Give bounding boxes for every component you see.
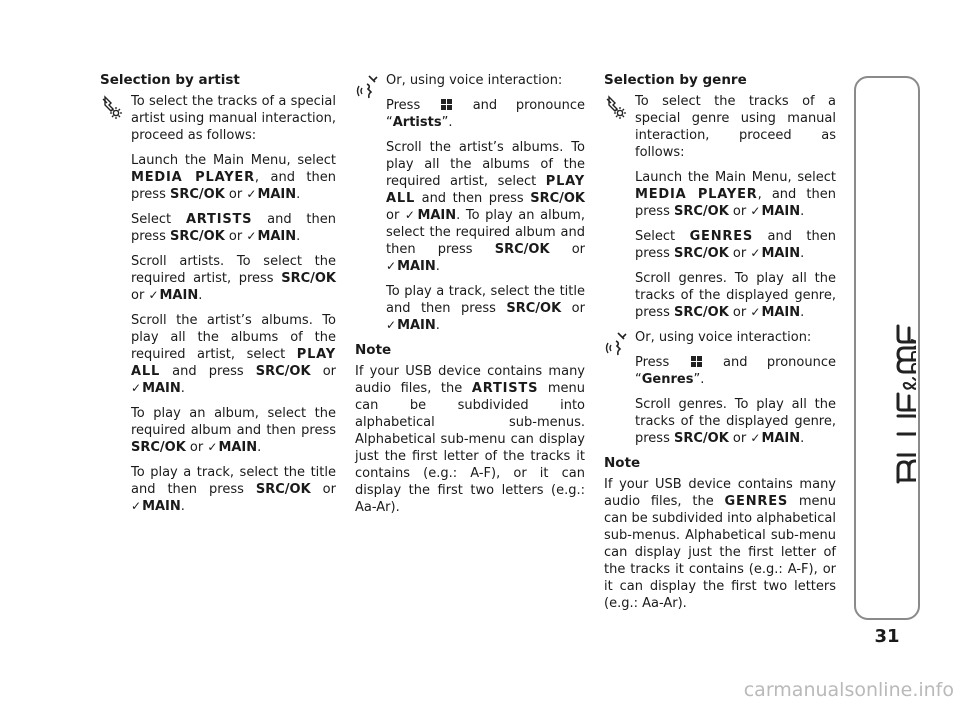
genre-note-title: Note bbox=[604, 455, 641, 471]
artist-step-4: Scroll the artist’s albums. To play all the albums of the required artist, select PLAY ALL and press SRC/OK or ✓MAIN. bbox=[131, 313, 336, 396]
checkmark-icon: ✓ bbox=[750, 305, 761, 319]
genre-voice-intro: Or, using voice interaction: bbox=[635, 330, 812, 345]
artist-step-2: Select ARTISTS and then press SRC/OK or ✓MAIN. bbox=[131, 212, 336, 244]
column-artist-voice bbox=[355, 72, 585, 524]
watermark: carmanualsonline.info bbox=[743, 679, 954, 701]
voice-speaking-icon bbox=[355, 74, 379, 100]
checkmark-icon: ✓ bbox=[207, 440, 218, 454]
artist-voice-intro: Or, using voice interaction: bbox=[386, 73, 563, 88]
column-genre bbox=[604, 72, 836, 620]
genre-note-text: If your USB device contains many audio files, the GENRES menu can be subdivided into alphabetical sub-menus. Alphabetical sub-menu can display just the first letter of the tracks it contains (e.g.: A-F), or it can display the first two letters (e.g.: Aa-Ar). bbox=[604, 477, 836, 611]
checkmark-icon: ✓ bbox=[148, 288, 159, 302]
checkmark-icon: ✓ bbox=[386, 259, 397, 273]
page-number: 31 bbox=[874, 626, 900, 647]
artist-intro: To select the tracks of a special artist using manual interaction, proceed as follows: bbox=[131, 94, 336, 143]
checkmark-icon: ✓ bbox=[131, 381, 142, 395]
genre-step-2: Select GENRES and then press SRC/OK or ✓MAIN. bbox=[635, 229, 836, 261]
artist-note-title: Note bbox=[355, 342, 392, 358]
checkmark-icon: ✓ bbox=[404, 208, 417, 222]
checkmark-icon: ✓ bbox=[131, 499, 142, 513]
checkmark-icon: ✓ bbox=[750, 204, 761, 218]
checkmark-icon: ✓ bbox=[750, 246, 761, 260]
column-artist-manual bbox=[100, 72, 336, 523]
push-to-talk-icon bbox=[441, 99, 452, 110]
artist-step-3: Scroll artists. To select the required artist, press SRC/OK or ✓MAIN. bbox=[131, 254, 336, 303]
voice-speaking-icon bbox=[604, 331, 628, 357]
genre-voice-intro-row bbox=[604, 329, 836, 346]
artist-step-5: To play an album, select the required album and then press SRC/OK or ✓MAIN. bbox=[131, 406, 336, 455]
chapter-sidebar-tab bbox=[854, 76, 920, 620]
genre-step-3: Scroll genres. To play all the tracks of the displayed genre, press SRC/OK or ✓MAIN. bbox=[635, 271, 836, 320]
genre-step-1: Launch the Main Menu, select MEDIA PLAYER, and then press SRC/OK or ✓MAIN. bbox=[635, 170, 836, 219]
checkmark-icon: ✓ bbox=[386, 318, 397, 332]
hand-pointer-icon bbox=[100, 95, 124, 121]
section-title-artist: Selection by artist bbox=[100, 72, 240, 88]
artist-manual-intro-row bbox=[100, 93, 336, 144]
checkmark-icon: ✓ bbox=[750, 431, 761, 445]
artist-step-1: Launch the Main Menu, select MEDIA PLAYER, and then press SRC/OK or ✓MAIN. bbox=[131, 153, 336, 202]
checkmark-icon: ✓ bbox=[246, 229, 257, 243]
section-title-genre: Selection by genre bbox=[604, 72, 747, 88]
artist-voice-scroll: Scroll the artist’s albums. To play all the albums of the required artist, select PLAY ALL and then press SRC/OK or ✓MAIN. To play an album, select the required album and then press SRC/OK or ✓MAIN. bbox=[386, 140, 585, 274]
artist-step-6: To play a track, select the title and then press SRC/OK or ✓MAIN. bbox=[131, 465, 336, 514]
genre-intro: To select the tracks of a special genre using manual interaction, proceed as follows: bbox=[635, 94, 836, 160]
artist-note-text: If your USB device contains many audio files, the ARTISTS menu can be subdivided into alphabetical sub-menus. Alphabetical sub-menu can display just the first letter of the tracks it contains (e.g.: A-F), or it can display the first two letters (e.g.: Aa-Ar). bbox=[355, 364, 585, 515]
artist-voice-press: Press and pronounce “Artists”. bbox=[386, 98, 585, 130]
blue-and-me-nav-logo bbox=[858, 306, 916, 506]
genre-voice-scroll: Scroll genres. To play all the tracks of the displayed genre, press SRC/OK or ✓MAIN. bbox=[635, 397, 836, 446]
hand-pointer-icon bbox=[604, 95, 628, 121]
genre-voice-press: Press and pronounce “Genres”. bbox=[635, 355, 836, 387]
genre-manual-intro-row bbox=[604, 93, 836, 161]
push-to-talk-icon bbox=[691, 356, 702, 367]
artist-voice-intro-row bbox=[355, 72, 585, 89]
checkmark-icon: ✓ bbox=[246, 187, 257, 201]
artist-voice-track: To play a track, select the title and then press SRC/OK or ✓MAIN. bbox=[386, 284, 585, 333]
